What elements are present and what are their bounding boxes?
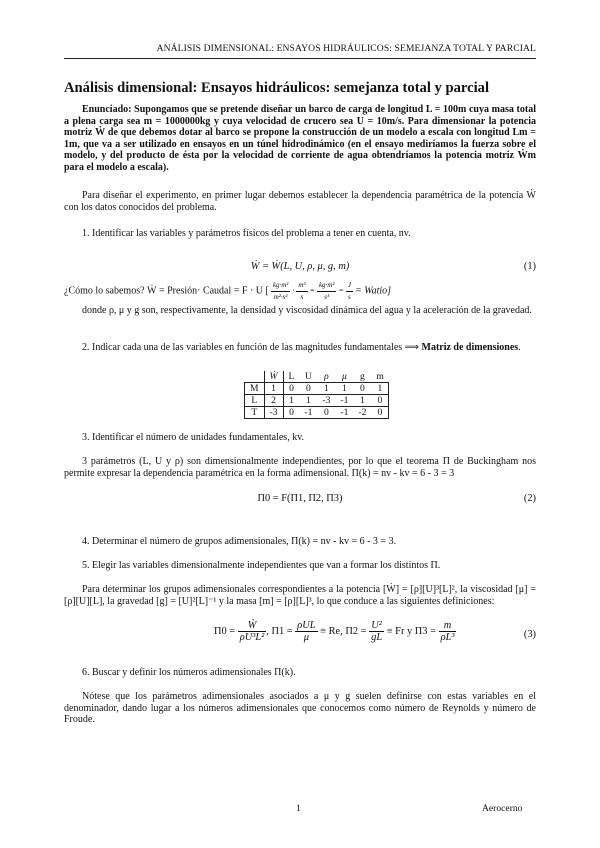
step-2-text: 2. Indicar cada una de las variables en función de las magnitudes fundamentales ⟹ (82, 342, 419, 353)
header-rule (64, 58, 536, 59)
matrix-cell: 0 (371, 407, 388, 419)
matrix-header-cell: μ (335, 371, 353, 383)
matrix-row (245, 395, 389, 407)
equation-3-formula (214, 620, 456, 643)
matrix-cell: 1 (264, 383, 283, 395)
matrix-cell: 0 (353, 383, 371, 395)
equation-1-number: (1) (523, 261, 536, 272)
matrix-cell: 0 (283, 383, 299, 395)
matrix-cell: T (245, 407, 265, 419)
matrix-header-cell: L (283, 371, 299, 383)
matrix-row (245, 407, 389, 419)
step-4: 4. Determinar el número de grupos adimensionales, Π(k) = nv - kv = 6 - 3 = 3. (82, 536, 397, 547)
why-lead: ¿Cómo lo sabemos? Ẇ = Presión· Caudal = F · U [ (64, 285, 269, 297)
step-2-bold: Matriz de dimensiones (421, 342, 519, 353)
matrix-cell: 1 (283, 395, 299, 407)
step-1: 1. Identificar las variables y parámetros físicos del problema a tener en cuenta, nv. (82, 228, 411, 239)
matrix-cell: 2 (264, 395, 283, 407)
matrix-header-row (245, 371, 389, 383)
matrix-cell: 0 (299, 383, 317, 395)
step-2: 2. Indicar cada una de las variables en función de las magnitudes fundamentales ⟹ Matriz de dimensiones. (82, 342, 521, 353)
groups-paragraph: Para determinar los grupos adimensionales correspondientes a la potencia [Ẇ] = [ρ][U]³[L]², la viscosidad [μ] = [ρ][U][L], la gravedad [g] = [U]²[L]⁻¹ y la masa [m] = [ρ][L]³, lo que conduce a las siguientes definiciones: (64, 584, 536, 607)
matrix-header-cell: Ẇ (264, 371, 283, 383)
equation-1-formula: Ẇ = Ẇ(L, U, ρ, μ, g, m) (250, 261, 350, 272)
matrix-cell: -1 (299, 407, 317, 419)
equation-2 (64, 490, 536, 510)
pi0-fraction: $\frac{\text{Ẇ}}{\text{ρU³L²}}$ (239, 620, 265, 643)
step-3: 3. Identificar el número de unidades fundamentales, kv. (82, 432, 305, 443)
matrix-cell: 0 (317, 407, 335, 419)
running-header: ANÁLISIS DIMENSIONAL: ENSAYOS HIDRÁULICOS: SEMEJANZA TOTAL Y PARCIAL (156, 43, 536, 54)
matrix-cell: 1 (335, 383, 353, 395)
why-paragraph (64, 280, 536, 303)
pi1-label: , Π1 = (266, 625, 293, 637)
matrix-cell: 1 (353, 395, 371, 407)
dimension-matrix (244, 371, 389, 419)
variables-description: donde ρ, μ y g son, respectivamente, la densidad y viscosidad dinámica del agua y la aceleración de la gravedad. (82, 305, 532, 316)
matrix-header-cell: ρ (317, 371, 335, 383)
matrix-cell: 1 (299, 395, 317, 407)
step-5: 5. Elegir las variables dimensionalmente independientes que van a formar los distintos Π. (82, 560, 441, 571)
matrix-cell: -1 (335, 395, 353, 407)
pi1-tail: ≡ Re, Π2 = (320, 625, 367, 637)
matrix-row (245, 383, 389, 395)
equation-1 (64, 258, 536, 278)
matrix-header-cell: g (353, 371, 371, 383)
buckingham-paragraph: 3 parámetros (L, U y ρ) son dimensionalmente independientes, por lo que el teorema Π de Buckingham nos permite expresar la dependencia paramétrica en la forma adimensional. Π(k) = nv - kv = 6 - 3 = 3 (64, 456, 536, 479)
matrix-cell: M (245, 383, 265, 395)
closing-paragraph: Nótese que los parámetros adimensionales asociados a μ y g suelen definirse con estas variables en el denominador, dando lugar a los números adimensionales que conocemos como número de Reynolds y número de Froude. (64, 691, 536, 726)
equation-3 (64, 618, 536, 652)
matrix-header-cell: m (371, 371, 388, 383)
equation-2-number: (2) (523, 493, 536, 504)
matrix-cell: 1 (317, 383, 335, 395)
pi2-tail: ≡ Fr y Π3 = (386, 625, 436, 637)
pi3-fraction: $\frac{m}{\text{ρL³}}$ (440, 620, 455, 643)
matrix-header-cell: U (299, 371, 317, 383)
matrix-cell: -1 (335, 407, 353, 419)
matrix-cell: -3 (264, 407, 283, 419)
footer-author: Aerocerno (482, 803, 523, 814)
pi0-label: Π0 = (214, 625, 236, 637)
page-title: Análisis dimensional: Ensayos hidráulicos: semejanza total y parcial (64, 80, 490, 96)
equation-3-number: (3) (523, 629, 536, 640)
pi2-fraction: $\frac{\text{U²}}{gL}$ (371, 620, 383, 643)
intro-paragraph: Para diseñar el experimento, en primer lugar debemos establecer la dependencia paramétrica de la potencia Ẇ con los datos conocidos del problema. (64, 190, 536, 213)
equation-2-formula: Π0 = F(Π1, Π2, Π3) (257, 493, 343, 504)
matrix-cell: 1 (371, 383, 388, 395)
why-tail: = Watio] (354, 285, 392, 297)
units-fraction-1: $\frac{\text{kg·m²}}{\text{m²·s²}}$ · $\frac{\text{m³}}{s}$ = $\frac{\text{kg·m²}}{\text{s³}}$ = $\frac{J}{s}$ (272, 281, 351, 301)
matrix-cell: 0 (283, 407, 299, 419)
page-number: 1 (296, 803, 301, 814)
matrix-cell: 0 (371, 395, 388, 407)
matrix-cell: L (245, 395, 265, 407)
matrix-cell: -2 (353, 407, 371, 419)
problem-statement: Enunciado: Supongamos que se pretende diseñar un barco de carga de longitud L = 100m cuya masa total a plena carga sea m = 1000000kg y cuya velocidad de crucero sea U = 10m/s. Para dimensionar la potencia motriz Ẇ de que debemos dotar al barco se propone la construcción de un modelo a escala con longitud Lm = 1m, que va a ser utilizado en ensayos en un túnel hidrodinámico (en el ensayo mediríamos la fuerza sobre el modelo, y del producto de ésta por la velocidad de corriente de agua obtendríamos la potencia motriz Ẇm para el modelo a escala). (64, 104, 536, 173)
step-6: 6. Buscar y definir los números adimensionales Π(k). (82, 667, 296, 678)
pi1-fraction: $\frac{\text{ρUL}}{\mu}$ (297, 620, 316, 643)
matrix-header-cell (245, 371, 265, 383)
matrix-cell: -3 (317, 395, 335, 407)
